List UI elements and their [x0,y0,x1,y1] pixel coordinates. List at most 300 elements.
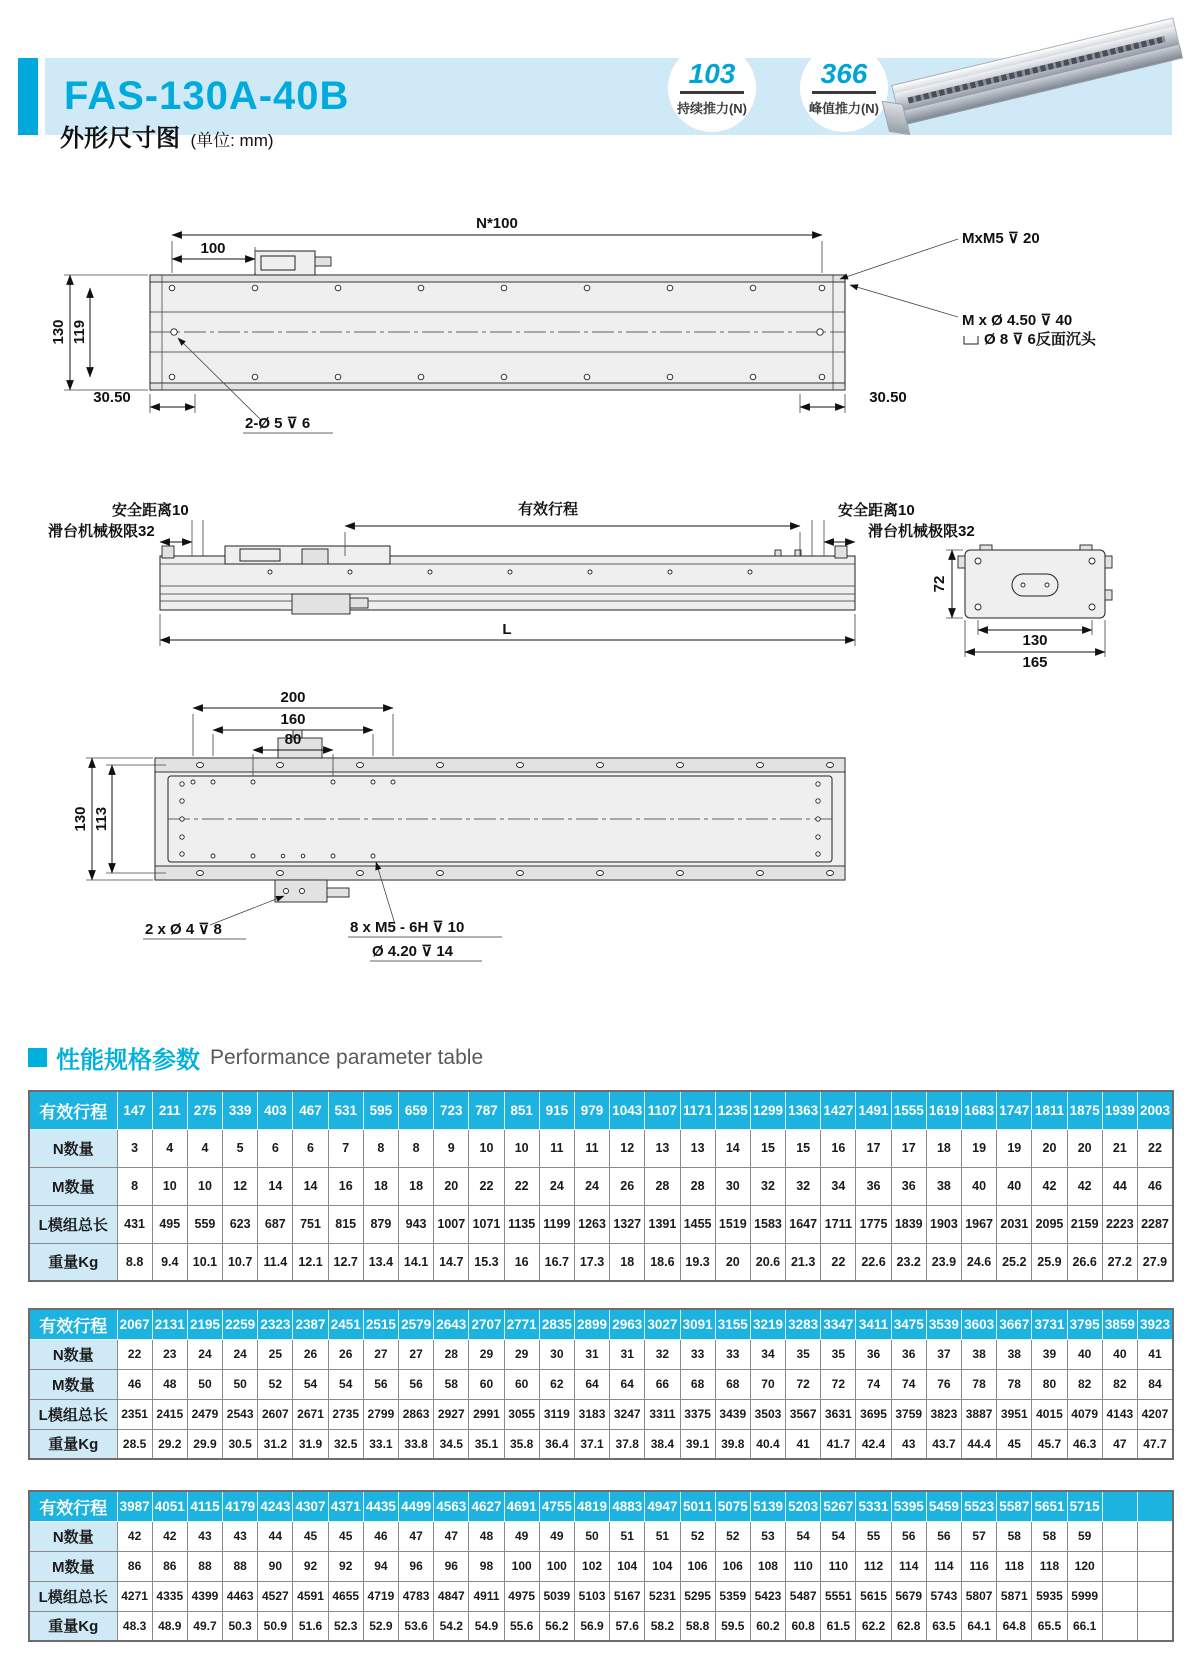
n-count-value: 54 [821,1521,856,1551]
module-length-value: 687 [258,1205,293,1243]
weight-value: 31.9 [293,1429,328,1459]
module-length-value: 1903 [926,1205,961,1243]
module-length-value: 2095 [1032,1205,1067,1243]
m-count-value: 42 [1067,1167,1102,1205]
stroke-value: 2643 [434,1309,469,1339]
n-count-value: 17 [856,1129,891,1167]
module-length-value: 5551 [821,1581,856,1611]
module-length-value: 5359 [715,1581,750,1611]
n-count-value: 6 [293,1129,328,1167]
stroke-value: 3155 [715,1309,750,1339]
stroke-value: 4115 [187,1491,222,1521]
stroke-value: 2003 [1137,1091,1173,1129]
module-length-value: 4335 [152,1581,187,1611]
stroke-value: 5011 [680,1491,715,1521]
module-length-value: 4527 [258,1581,293,1611]
note-m-dia450: M x Ø 4.50 ⊽ 40 [962,312,1073,329]
m-count-value: 98 [469,1551,504,1581]
stroke-value: 851 [504,1091,539,1129]
stroke-value: 4755 [539,1491,574,1521]
table-row [29,1521,1173,1551]
stroke-value: 211 [152,1091,187,1129]
m-count-value: 84 [1137,1369,1173,1399]
module-length-value: 2415 [152,1399,187,1429]
note-counterbore: Ø 8 ⊽ 6反面沉头 [984,331,1096,348]
stroke-value: 3859 [1102,1309,1137,1339]
m-count-value: 54 [293,1369,328,1399]
m-count-value: 104 [610,1551,645,1581]
module-length-value: 5743 [926,1581,961,1611]
n-count-value: 51 [645,1521,680,1551]
m-count-value: 114 [891,1551,926,1581]
weight-value: 47.7 [1137,1429,1173,1459]
stroke-value: 467 [293,1091,328,1129]
n-count-value: 46 [363,1521,398,1551]
n-count-value: 52 [715,1521,750,1551]
weight-value: 18.6 [645,1243,680,1281]
module-length-value: 4271 [117,1581,152,1611]
dimension-title: 外形尺寸图 [60,125,180,152]
stroke-value: 275 [187,1091,222,1129]
note-2dia4: 2 x Ø 4 ⊽ 8 [145,921,222,938]
m-count-value: 42 [1032,1167,1067,1205]
m-count-value: 16 [328,1167,363,1205]
m-count-value: 118 [997,1551,1032,1581]
module-length-value: 1391 [645,1205,680,1243]
n-count-value: 31 [610,1339,645,1369]
stroke-value: 3795 [1067,1309,1102,1339]
n-count-value: 13 [645,1129,680,1167]
stroke-value: 787 [469,1091,504,1129]
stroke-value: 723 [434,1091,469,1129]
m-count-value: 62 [539,1369,574,1399]
weight-value: 30.5 [223,1429,258,1459]
row-label: M数量 [29,1551,117,1581]
weight-value: 52.3 [328,1611,363,1641]
weight-value: 65.5 [1032,1611,1067,1641]
stroke-value: 1363 [786,1091,821,1129]
m-count-value: 20 [434,1167,469,1205]
n-count-value: 58 [1032,1521,1067,1551]
n-count-value: 20 [1067,1129,1102,1167]
stroke-value: 3731 [1032,1309,1067,1339]
n-count-value: 33 [680,1339,715,1369]
n-count-value: 11 [539,1129,574,1167]
module-length-value: 1711 [821,1205,856,1243]
stroke-value: 3923 [1137,1309,1173,1339]
weight-value: 23.2 [891,1243,926,1281]
m-count-value: 120 [1067,1551,1102,1581]
table-row [29,1205,1173,1243]
m-count-value: 112 [856,1551,891,1581]
m-count-value: 74 [891,1369,926,1399]
n-count-value: 19 [997,1129,1032,1167]
n-count-value: 43 [223,1521,258,1551]
m-count-value: 88 [187,1551,222,1581]
weight-value: 14.7 [434,1243,469,1281]
n-count-value: 57 [962,1521,997,1551]
weight-value: 37.8 [610,1429,645,1459]
m-count-value: 46 [117,1369,152,1399]
weight-value: 11.4 [258,1243,293,1281]
weight-value: 19.3 [680,1243,715,1281]
stroke-value: 4627 [469,1491,504,1521]
stroke-value: 2323 [258,1309,293,1339]
n-count-value: 10 [504,1129,539,1167]
weight-value: 17.3 [574,1243,609,1281]
weight-value: 58.2 [645,1611,680,1641]
row-label: 重量Kg [29,1611,117,1641]
module-length-value: 943 [399,1205,434,1243]
n-count-value: 4 [152,1129,187,1167]
weight-value: 35.8 [504,1429,539,1459]
weight-value: 45.7 [1032,1429,1067,1459]
module-length-value: 5487 [786,1581,821,1611]
n-count-value: 48 [469,1521,504,1551]
weight-value: 54.2 [434,1611,469,1641]
stroke-value: 3987 [117,1491,152,1521]
weight-value: 20.6 [750,1243,785,1281]
m-count-value: 12 [223,1167,258,1205]
m-count-value: 24 [574,1167,609,1205]
stroke-value: 5267 [821,1491,856,1521]
module-length-value: 3695 [856,1399,891,1429]
module-length-value: 4591 [293,1581,328,1611]
module-length-value: 4079 [1067,1399,1102,1429]
stroke-value: 4563 [434,1491,469,1521]
n-count-value [1102,1521,1137,1551]
n-count-value: 44 [258,1521,293,1551]
m-count-value: 32 [750,1167,785,1205]
n-count-value: 27 [363,1339,398,1369]
m-count-value: 106 [680,1551,715,1581]
continuous-thrust-value: 103 [688,57,736,89]
m-count-value: 54 [328,1369,363,1399]
stroke-value: 2067 [117,1309,152,1339]
weight-value: 47 [1102,1429,1137,1459]
m-count-value: 30 [715,1167,750,1205]
module-length-value: 3055 [504,1399,539,1429]
m-count-value: 24 [539,1167,574,1205]
weight-value: 32.5 [328,1429,363,1459]
n-count-value: 24 [187,1339,222,1369]
stroke-value: 1619 [926,1091,961,1129]
module-length-value: 5615 [856,1581,891,1611]
weight-value: 9.4 [152,1243,187,1281]
stroke-value: 5203 [786,1491,821,1521]
peak-thrust-label: 峰值推力(N) [808,100,880,116]
n-count-value: 37 [926,1339,961,1369]
mech-limit-left: 滑台机械极限32 [48,523,155,540]
weight-value: 64.1 [962,1611,997,1641]
n-count-value: 33 [715,1339,750,1369]
n-count-value: 39 [1032,1339,1067,1369]
stroke-value: 4243 [258,1491,293,1521]
n-count-value: 56 [926,1521,961,1551]
stroke-value: 403 [258,1091,293,1129]
stroke-value: 3667 [997,1309,1032,1339]
counterbore-icon [964,336,978,344]
n-count-value: 7 [328,1129,363,1167]
module-length-value: 4143 [1102,1399,1137,1429]
weight-value: 16.7 [539,1243,574,1281]
mech-limit-right: 滑台机械极限32 [868,523,975,540]
module-length-value: 4847 [434,1581,469,1611]
stroke-value: 1491 [856,1091,891,1129]
stroke-value: 4819 [574,1491,609,1521]
weight-value: 53.6 [399,1611,434,1641]
module-length-value: 2351 [117,1399,152,1429]
performance-title-cn: 性能规格参数 [56,1047,200,1074]
stroke-value: 5715 [1067,1491,1102,1521]
m-count-value: 50 [187,1369,222,1399]
row-label: 有效行程 [29,1309,117,1339]
module-length-value: 1199 [539,1205,574,1243]
drawing-top-view [50,195,1150,445]
table-row [29,1167,1173,1205]
performance-table-1 [28,1090,1174,1282]
table-row [29,1369,1173,1399]
dim-100: 100 [200,240,226,257]
n-count-value: 12 [610,1129,645,1167]
stroke-value: 5395 [891,1491,926,1521]
module-length-value: 3439 [715,1399,750,1429]
stroke-value: 659 [399,1091,434,1129]
n-count-value: 29 [469,1339,504,1369]
stroke-value: 4051 [152,1491,187,1521]
weight-value: 34.5 [434,1429,469,1459]
weight-value: 38.4 [645,1429,680,1459]
stroke-value: 3347 [821,1309,856,1339]
m-count-value: 102 [574,1551,609,1581]
m-count-value: 82 [1102,1369,1137,1399]
m-count-value: 66 [645,1369,680,1399]
drawing-bottom-view [50,688,950,978]
note-mxm5: MxM5 ⊽ 20 [962,230,1040,247]
module-length-value: 3375 [680,1399,715,1429]
m-count-value: 68 [715,1369,750,1399]
module-length-value: 5807 [962,1581,997,1611]
m-count-value: 34 [821,1167,856,1205]
weight-value: 56.9 [574,1611,609,1641]
module-length-value: 5231 [645,1581,680,1611]
n-count-value: 8 [399,1129,434,1167]
weight-value: 43.7 [926,1429,961,1459]
module-length-value: 3247 [610,1399,645,1429]
n-count-value: 26 [293,1339,328,1369]
weight-value: 60.2 [750,1611,785,1641]
dim-130-end: 130 [1022,632,1048,649]
stroke-value: 1747 [997,1091,1032,1129]
weight-value: 61.5 [821,1611,856,1641]
m-count-value: 28 [680,1167,715,1205]
m-count-value: 88 [223,1551,258,1581]
module-length-value: 5423 [750,1581,785,1611]
weight-value: 52.9 [363,1611,398,1641]
stroke-value: 2451 [328,1309,363,1339]
stroke-value: 4499 [399,1491,434,1521]
m-count-value: 74 [856,1369,891,1399]
sensor-block [255,251,331,275]
m-count-value: 38 [926,1167,961,1205]
m-count-value: 44 [1102,1167,1137,1205]
n-count-value: 54 [786,1521,821,1551]
weight-value: 22 [821,1243,856,1281]
n-count-value: 38 [997,1339,1032,1369]
weight-value: 15.3 [469,1243,504,1281]
module-length-value: 5295 [680,1581,715,1611]
n-count-value: 47 [399,1521,434,1551]
module-length-value: 5935 [1032,1581,1067,1611]
stroke-value: 1939 [1102,1091,1137,1129]
weight-value: 8.8 [117,1243,152,1281]
module-length-value: 5103 [574,1581,609,1611]
dimension-unit: (单位: mm) [190,131,274,150]
module-length-value: 1967 [962,1205,997,1243]
peak-thrust-value: 366 [820,57,868,89]
stroke-value: 5651 [1032,1491,1067,1521]
n-count-value: 45 [293,1521,328,1551]
safe-distance-right: 安全距离10 [838,502,915,519]
m-count-value: 116 [962,1551,997,1581]
n-count-value: 13 [680,1129,715,1167]
module-length-value: 4783 [399,1581,434,1611]
stroke-value: 5459 [926,1491,961,1521]
m-count-value: 110 [786,1551,821,1581]
weight-value: 62.2 [856,1611,891,1641]
weight-value: 59.5 [715,1611,750,1641]
n-count-value: 58 [997,1521,1032,1551]
weight-value: 23.9 [926,1243,961,1281]
weight-value: 18 [610,1243,645,1281]
n-count-value: 22 [1137,1129,1173,1167]
module-length-value: 4015 [1032,1399,1067,1429]
dim-3050-left: 30.50 [93,389,131,406]
module-length-value: 1519 [715,1205,750,1243]
m-count-value: 50 [223,1369,258,1399]
end-view [958,545,1112,618]
module-length-value: 431 [117,1205,152,1243]
stroke-value: 979 [574,1091,609,1129]
stroke-value: 1107 [645,1091,680,1129]
note-dia420: Ø 4.20 ⊽ 14 [372,943,454,960]
n-count-value: 26 [328,1339,363,1369]
table-header-row [29,1491,1173,1521]
stroke-value: 595 [363,1091,398,1129]
stroke-value: 3475 [891,1309,926,1339]
module-length-value: 2607 [258,1399,293,1429]
product-bar [891,17,1183,126]
module-length-value: 2991 [469,1399,504,1429]
m-count-value: 110 [821,1551,856,1581]
module-length-value: 2735 [328,1399,363,1429]
module-length-value: 3887 [962,1399,997,1429]
module-length-value: 815 [328,1205,363,1243]
m-count-value: 96 [399,1551,434,1581]
m-count-value: 92 [328,1551,363,1581]
module-length-value: 5999 [1067,1581,1102,1611]
n-count-value: 29 [504,1339,539,1369]
weight-value: 29.2 [152,1429,187,1459]
stroke-value: 5331 [856,1491,891,1521]
m-count-value: 72 [786,1369,821,1399]
module-length-value: 3823 [926,1399,961,1429]
product-image [895,24,1180,142]
weight-value: 10.7 [223,1243,258,1281]
stroke-value: 5075 [715,1491,750,1521]
n-count-value: 9 [434,1129,469,1167]
m-count-value: 36 [891,1167,926,1205]
n-count-value: 36 [891,1339,926,1369]
m-count-value: 18 [399,1167,434,1205]
connector-block [275,880,349,902]
m-count-value: 68 [680,1369,715,1399]
n-count-value: 28 [434,1339,469,1369]
weight-value: 50.3 [223,1611,258,1641]
row-label: N数量 [29,1129,117,1167]
weight-value: 27.2 [1102,1243,1137,1281]
stroke-value: 1427 [821,1091,856,1129]
stroke-value: 1555 [891,1091,926,1129]
m-count-value: 52 [258,1369,293,1399]
m-count-value: 78 [997,1369,1032,1399]
weight-value: 14.1 [399,1243,434,1281]
stroke-value: 2387 [293,1309,328,1339]
continuous-thrust-label: 持续推力(N) [676,100,748,116]
m-count-value: 114 [926,1551,961,1581]
module-length-value: 3631 [821,1399,856,1429]
weight-value: 63.5 [926,1611,961,1641]
row-label: M数量 [29,1167,117,1205]
module-length-value [1137,1581,1173,1611]
table-row [29,1551,1173,1581]
continuous-thrust-badge [668,44,756,132]
n-count-value: 31 [574,1339,609,1369]
n-count-value: 49 [539,1521,574,1551]
dim-200: 200 [280,689,306,706]
stroke-value: 3219 [750,1309,785,1339]
weight-value: 49.7 [187,1611,222,1641]
stroke-value: 2835 [539,1309,574,1339]
weight-value: 54.9 [469,1611,504,1641]
table-row [29,1581,1173,1611]
weight-value: 12.7 [328,1243,363,1281]
m-count-value [1102,1551,1137,1581]
n-count-value: 47 [434,1521,469,1551]
n-count-value: 19 [962,1129,997,1167]
n-count-value: 35 [786,1339,821,1369]
dim-165: 165 [1022,654,1048,670]
weight-value: 28.5 [117,1429,152,1459]
m-count-value: 58 [434,1369,469,1399]
stroke-value [1137,1491,1173,1521]
dimension-section-label [60,118,274,153]
m-count-value: 60 [469,1369,504,1399]
stroke-value: 3283 [786,1309,821,1339]
weight-value: 29.9 [187,1429,222,1459]
stroke-value: 2707 [469,1309,504,1339]
stroke-value: 2259 [223,1309,258,1339]
motor-tail [350,598,368,608]
safe-distance-left: 安全距离10 [112,502,189,519]
module-length-value: 1775 [856,1205,891,1243]
dim-n100: N*100 [476,215,518,232]
module-length-value: 1135 [504,1205,539,1243]
n-count-value: 36 [856,1339,891,1369]
m-count-value: 14 [293,1167,328,1205]
m-count-value: 60 [504,1369,539,1399]
stroke-value: 3027 [645,1309,680,1339]
